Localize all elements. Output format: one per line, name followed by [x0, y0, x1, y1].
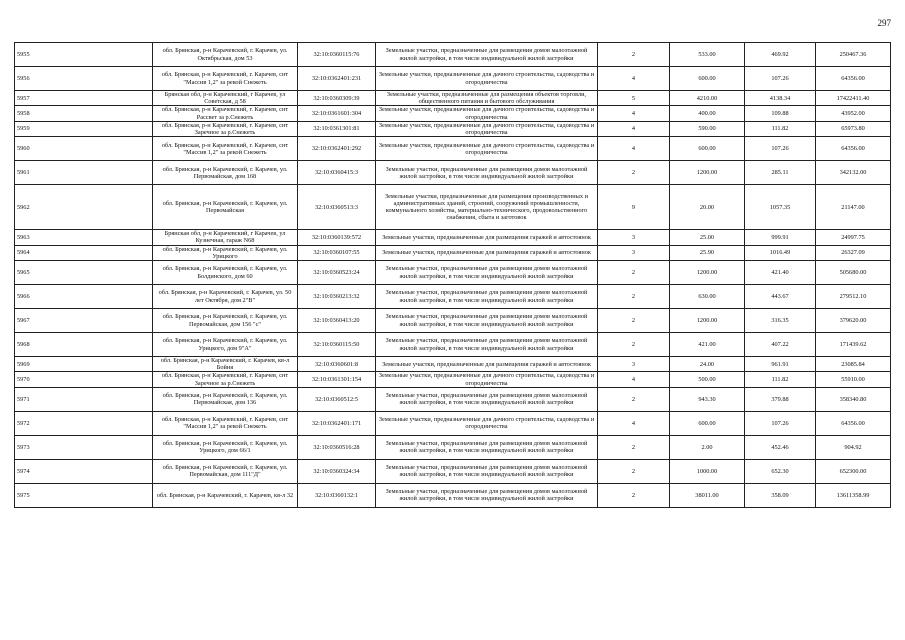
specific-value-cell: 469.92 — [745, 43, 816, 67]
area-cell: 1200.00 — [670, 161, 745, 185]
permitted-use-cell: Земельные участки, предназначенные для дачного строительства, садоводства и огородничества — [376, 106, 598, 121]
area-cell: 2.00 — [670, 435, 745, 459]
address-cell: обл. Брянская, р-н Карачевский, г. Карачев, ул. Первомайская, дом 111"Д" — [153, 459, 298, 483]
permitted-use-cell: Земельные участки, предназначенные для размещения гаражей и автостоянок — [376, 230, 598, 245]
area-cell: 20.00 — [670, 185, 745, 230]
permitted-use-cell: Земельные участки, предназначенные для размещения домов малоэтажной жилой застройки, в том числе индивидуальной жилой застройки — [376, 387, 598, 411]
row-number: 5955 — [15, 43, 153, 67]
address-cell: обл. Брянская, р-н Карачевский, г. Карачев, ул. Болдинского, дом 60 — [153, 261, 298, 285]
row-number: 5969 — [15, 357, 153, 372]
row-number: 5967 — [15, 309, 153, 333]
cadastral-number-cell: 32:10:0362401:171 — [298, 411, 376, 435]
permitted-use-cell: Земельные участки, предназначенные для размещения домов малоэтажной жилой застройки, в том числе индивидуальной жилой застройки — [376, 459, 598, 483]
cadastral-value-cell: 904.92 — [816, 435, 891, 459]
row-number: 5964 — [15, 245, 153, 260]
specific-value-cell: 961.91 — [745, 357, 816, 372]
row-number: 5963 — [15, 230, 153, 245]
row-number: 5968 — [15, 333, 153, 357]
cadastral-value-cell: 26327.09 — [816, 245, 891, 260]
use-group-cell: 2 — [598, 333, 670, 357]
use-group-cell: 2 — [598, 459, 670, 483]
cadastral-value-cell: 65973.80 — [816, 121, 891, 136]
address-cell: обл. Брянская, р-н Карачевский, г. Карачев, ул. Урицкого, дом 9"А" — [153, 333, 298, 357]
address-cell: обл. Брянская, р-н Карачевский, г. Карачев, ул. Урицкого — [153, 245, 298, 260]
specific-value-cell: 379.88 — [745, 387, 816, 411]
address-cell: обл. Брянская, р-н Карачевский, г. Карачев, ул. Урицкого, дом 66/1 — [153, 435, 298, 459]
row-number: 5960 — [15, 137, 153, 161]
specific-value-cell: 1057.35 — [745, 185, 816, 230]
permitted-use-cell: Земельные участки, предназначенные для размещения производственных и административных зданий, строений, сооружений промышленности, коммунального хозяйства, материально-технического, продовольственного снабжения, сбыта и заготовок — [376, 185, 598, 230]
area-cell: 943.30 — [670, 387, 745, 411]
table-row — [15, 333, 891, 357]
cadastral-value-cell: 250467.36 — [816, 43, 891, 67]
row-number: 5975 — [15, 483, 153, 507]
cadastral-value-cell: 24997.75 — [816, 230, 891, 245]
table-row — [15, 185, 891, 230]
address-cell: обл. Брянская, р-н Карачевский, г. Карачев, ул. Первомайская, дом 136 — [153, 387, 298, 411]
area-cell: 25.00 — [670, 230, 745, 245]
cadastral-value-cell: 23085.84 — [816, 357, 891, 372]
address-cell: обл. Брянская, р-н Карачевский, г. Карачев, кв-л Бойня — [153, 357, 298, 372]
row-number: 5971 — [15, 387, 153, 411]
use-group-cell: 3 — [598, 245, 670, 260]
table-row — [15, 106, 891, 121]
area-cell: 25.90 — [670, 245, 745, 260]
area-cell: 421.00 — [670, 333, 745, 357]
address-cell: обл. Брянская, р-н Карачевский, г. Карачев, снт Рассвет за р.Снежеть — [153, 106, 298, 121]
table-row — [15, 121, 891, 136]
address-cell: Брянская обл, р-н Карачевский, г Карачев, ул Советская, д 58 — [153, 91, 298, 106]
cadastral-value-cell: 279512.10 — [816, 285, 891, 309]
use-group-cell: 2 — [598, 43, 670, 67]
address-cell: обл. Брянская, р-н Карачевский, г. Карачев, снт "Массив 1,2" за рекой Снежеть — [153, 411, 298, 435]
permitted-use-cell: Земельные участки, предназначенные для размещения гаражей и автостоянок — [376, 245, 598, 260]
specific-value-cell: 443.67 — [745, 285, 816, 309]
use-group-cell: 4 — [598, 121, 670, 136]
area-cell: 600.00 — [670, 411, 745, 435]
row-number: 5958 — [15, 106, 153, 121]
permitted-use-cell: Земельные участки, предназначенные для размещения домов малоэтажной жилой застройки, в том числе индивидуальной жилой застройки — [376, 483, 598, 507]
specific-value-cell: 407.22 — [745, 333, 816, 357]
permitted-use-cell: Земельные участки, предназначенные для размещения домов малоэтажной жилой застройки, в том числе индивидуальной жилой застройки — [376, 333, 598, 357]
cadastral-value-cell: 64356.00 — [816, 137, 891, 161]
permitted-use-cell: Земельные участки, предназначенные для дачного строительства, садоводства и огородничества — [376, 67, 598, 91]
table-row — [15, 357, 891, 372]
cadastral-number-cell: 32:10:0360413:20 — [298, 309, 376, 333]
area-cell: 590.00 — [670, 121, 745, 136]
cadastral-value-cell: 13611358.99 — [816, 483, 891, 507]
specific-value-cell: 421.40 — [745, 261, 816, 285]
permitted-use-cell: Земельные участки, предназначенные для размещения домов малоэтажной жилой застройки, в том числе индивидуальной жилой застройки — [376, 309, 598, 333]
table-row — [15, 372, 891, 387]
address-cell: обл. Брянская, р-н Карачевский, г. Карачев, ул. Октябрьская, дом 53 — [153, 43, 298, 67]
permitted-use-cell: Земельные участки, предназначенные для размещения домов малоэтажной жилой застройки, в том числе индивидуальной жилой застройки — [376, 435, 598, 459]
address-cell: обл. Брянская, р-н Карачевский, г. Карачев, снт "Массив 1,2" за рекой Снежеть — [153, 67, 298, 91]
cadastral-value-cell: 55910.00 — [816, 372, 891, 387]
cadastral-number-cell: 32:10:0360324:34 — [298, 459, 376, 483]
specific-value-cell: 452.46 — [745, 435, 816, 459]
specific-value-cell: 4138.34 — [745, 91, 816, 106]
cadastral-number-cell: 32:10:0361301:81 — [298, 121, 376, 136]
area-cell: 24.00 — [670, 357, 745, 372]
use-group-cell: 3 — [598, 357, 670, 372]
specific-value-cell: 109.88 — [745, 106, 816, 121]
table-row — [15, 261, 891, 285]
address-cell: обл. Брянская, р-н Карачевский, г. Карачев, снт "Массив 1,2" за рекой Снежеть — [153, 137, 298, 161]
row-number: 5970 — [15, 372, 153, 387]
area-cell: 38011.00 — [670, 483, 745, 507]
row-number: 5966 — [15, 285, 153, 309]
cadastral-number-cell: 32:10:0362401:292 — [298, 137, 376, 161]
row-number: 5972 — [15, 411, 153, 435]
specific-value-cell: 111.82 — [745, 372, 816, 387]
cadastral-number-cell: 32:10:0361601:304 — [298, 106, 376, 121]
address-cell: обл. Брянская, р-н Карачевский, г. Карачев, ул. Первомайская — [153, 185, 298, 230]
specific-value-cell: 999.91 — [745, 230, 816, 245]
use-group-cell: 2 — [598, 285, 670, 309]
row-number: 5962 — [15, 185, 153, 230]
use-group-cell: 3 — [598, 230, 670, 245]
cadastral-number-cell: 32:10:0360107:55 — [298, 245, 376, 260]
cadastral-number-cell: 32:10:0360115:50 — [298, 333, 376, 357]
table-row — [15, 387, 891, 411]
row-number: 5956 — [15, 67, 153, 91]
row-number: 5973 — [15, 435, 153, 459]
row-number: 5959 — [15, 121, 153, 136]
cadastral-value-cell: 171439.62 — [816, 333, 891, 357]
cadastral-number-cell: 32:10:0360513:3 — [298, 185, 376, 230]
table-row — [15, 43, 891, 67]
table-row — [15, 411, 891, 435]
specific-value-cell: 1016.49 — [745, 245, 816, 260]
row-number: 5961 — [15, 161, 153, 185]
use-group-cell: 4 — [598, 106, 670, 121]
address-cell: обл. Брянская, р-н Карачевский, г. Карачев, ул. 50 лет Октября, дом 2"В" — [153, 285, 298, 309]
area-cell: 1000.00 — [670, 459, 745, 483]
cadastral-value-cell: 64356.00 — [816, 411, 891, 435]
cadastral-number-cell: 32:10:0362401:231 — [298, 67, 376, 91]
table-row — [15, 285, 891, 309]
cadastral-value-cell: 64356.00 — [816, 67, 891, 91]
area-cell: 533.00 — [670, 43, 745, 67]
use-group-cell: 4 — [598, 67, 670, 91]
permitted-use-cell: Земельные участки, предназначенные для размещения домов малоэтажной жилой застройки, в том числе индивидуальной жилой застройки — [376, 161, 598, 185]
specific-value-cell: 652.30 — [745, 459, 816, 483]
table-row — [15, 309, 891, 333]
specific-value-cell: 107.26 — [745, 67, 816, 91]
use-group-cell: 2 — [598, 435, 670, 459]
permitted-use-cell: Земельные участки, предназначенные для дачного строительства, садоводства и огородничества — [376, 121, 598, 136]
area-cell: 600.00 — [670, 137, 745, 161]
table-row — [15, 483, 891, 507]
table-row — [15, 91, 891, 106]
table-row — [15, 230, 891, 245]
row-number: 5965 — [15, 261, 153, 285]
table-row — [15, 161, 891, 185]
row-number: 5974 — [15, 459, 153, 483]
cadastral-number-cell: 32:10:0361301:154 — [298, 372, 376, 387]
specific-value-cell: 316.35 — [745, 309, 816, 333]
use-group-cell: 2 — [598, 387, 670, 411]
table-row — [15, 67, 891, 91]
use-group-cell: 4 — [598, 372, 670, 387]
permitted-use-cell: Земельные участки, предназначенные для размещения домов малоэтажной жилой застройки, в том числе индивидуальной жилой застройки — [376, 285, 598, 309]
permitted-use-cell: Земельные участки, предназначенные для размещения объектов торговли, общественного питания и бытового обслуживания — [376, 91, 598, 106]
area-cell: 1200.00 — [670, 309, 745, 333]
cadastral-value-cell: 43952.00 — [816, 106, 891, 121]
area-cell: 4210.00 — [670, 91, 745, 106]
area-cell: 500.00 — [670, 372, 745, 387]
cadastral-number-cell: 32:10:0360512:5 — [298, 387, 376, 411]
cadastral-number-cell: 32:10:0360132:1 — [298, 483, 376, 507]
use-group-cell: 4 — [598, 137, 670, 161]
cadastral-value-cell: 17422411.40 — [816, 91, 891, 106]
permitted-use-cell: Земельные участки, предназначенные для размещения домов малоэтажной жилой застройки, в том числе индивидуальной жилой застройки — [376, 43, 598, 67]
use-group-cell: 2 — [598, 309, 670, 333]
cadastral-value-cell: 358340.80 — [816, 387, 891, 411]
use-group-cell: 2 — [598, 483, 670, 507]
area-cell: 400.00 — [670, 106, 745, 121]
cadastral-number-cell: 32:10:0360139:572 — [298, 230, 376, 245]
specific-value-cell: 111.82 — [745, 121, 816, 136]
table-row — [15, 137, 891, 161]
table-row — [15, 459, 891, 483]
specific-value-cell: 107.26 — [745, 411, 816, 435]
cadastral-value-cell: 505680.00 — [816, 261, 891, 285]
address-cell: обл. Брянская, р-н Карачевский, г. Карачев, ул. Первомайская, дом 156 "с" — [153, 309, 298, 333]
use-group-cell: 2 — [598, 161, 670, 185]
cadastral-number-cell: 32:10:0360309:39 — [298, 91, 376, 106]
address-cell: обл. Брянская, р-н Карачевский, г. Карачев, кв-л 32 — [153, 483, 298, 507]
use-group-cell: 4 — [598, 411, 670, 435]
area-cell: 630.00 — [670, 285, 745, 309]
cadastral-number-cell: 32:10:0360115:76 — [298, 43, 376, 67]
address-cell: Брянская обл, р-н Карачевский, г Карачев, ул Кузнечная, гараж N68 — [153, 230, 298, 245]
address-cell: обл. Брянская, р-н Карачевский, г. Карачев, ул. Первомайская, дом 168 — [153, 161, 298, 185]
address-cell: обл. Брянская, р-н Карачевский, г. Карачев, снт Заречное за р.Снежеть — [153, 372, 298, 387]
permitted-use-cell: Земельные участки, предназначенные для дачного строительства, садоводства и огородничества — [376, 137, 598, 161]
permitted-use-cell: Земельные участки, предназначенные для дачного строительства, садоводства и огородничества — [376, 411, 598, 435]
table-row — [15, 245, 891, 260]
address-cell: обл. Брянская, р-н Карачевский, г. Карачев, снт Заречное за р.Снежеть — [153, 121, 298, 136]
specific-value-cell: 107.26 — [745, 137, 816, 161]
cadastral-value-table — [14, 42, 891, 508]
use-group-cell: 2 — [598, 261, 670, 285]
cadastral-number-cell: 32:10:0360516:28 — [298, 435, 376, 459]
permitted-use-cell: Земельные участки, предназначенные для размещения гаражей и автостоянок — [376, 357, 598, 372]
cadastral-number-cell: 32:10:0360213:32 — [298, 285, 376, 309]
cadastral-value-cell: 652300.00 — [816, 459, 891, 483]
specific-value-cell: 285.11 — [745, 161, 816, 185]
cadastral-value-cell: 342132.00 — [816, 161, 891, 185]
area-cell: 1200.00 — [670, 261, 745, 285]
row-number: 5957 — [15, 91, 153, 106]
cadastral-value-cell: 379620.00 — [816, 309, 891, 333]
area-cell: 600.00 — [670, 67, 745, 91]
specific-value-cell: 358.09 — [745, 483, 816, 507]
use-group-cell: 9 — [598, 185, 670, 230]
table-row — [15, 435, 891, 459]
cadastral-number-cell: 32:10:0360415:3 — [298, 161, 376, 185]
page-number: 297 — [877, 18, 891, 28]
cadastral-number-cell: 32:10:0360523:24 — [298, 261, 376, 285]
permitted-use-cell: Земельные участки, предназначенные для размещения домов малоэтажной жилой застройки, в том числе индивидуальной жилой застройки — [376, 261, 598, 285]
permitted-use-cell: Земельные участки, предназначенные для дачного строительства, садоводства и огородничества — [376, 372, 598, 387]
use-group-cell: 5 — [598, 91, 670, 106]
cadastral-number-cell: 32:10:0360601:8 — [298, 357, 376, 372]
cadastral-value-cell: 21147.00 — [816, 185, 891, 230]
